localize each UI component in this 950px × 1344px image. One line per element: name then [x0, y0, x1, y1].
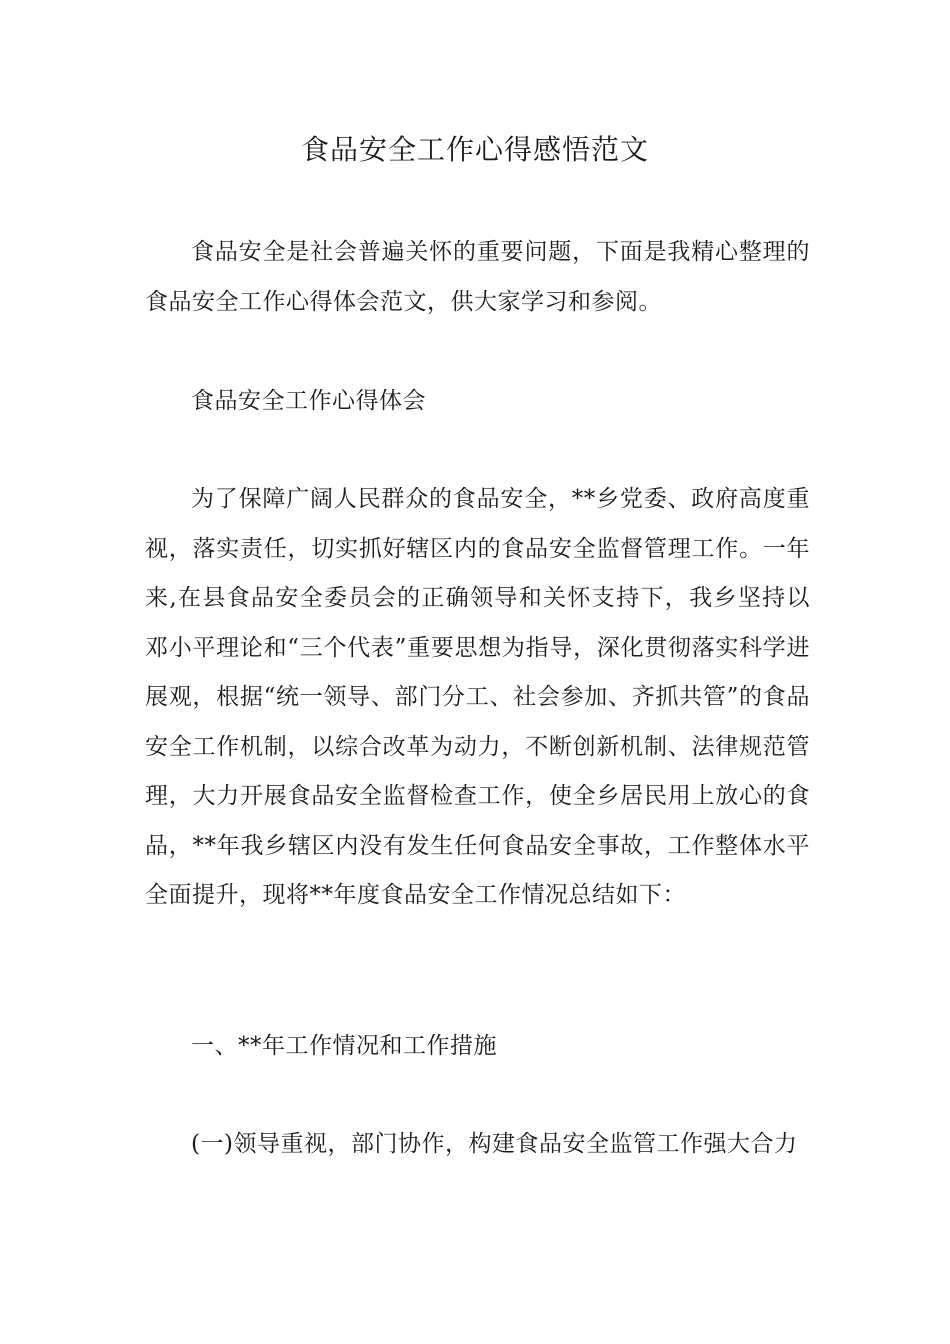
intro-paragraph: 食品安全是社会普遍关怀的重要问题，下面是我精心整理的食品安全工作心得体会范文，供大家学习和参阅。: [145, 239, 810, 315]
subheading-one: (一)领导重视，部门协作，构建食品安全监管工作强大合力: [191, 1131, 798, 1157]
section-heading: 食品安全工作心得体会: [191, 388, 426, 414]
body-paragraph: 为了保障广阔人民群众的食品安全，**乡党委、政府高度重视，落实责任，切实抓好辖区内的食品安全监督管理工作。一年来,在县食品安全委员会的正确领导和关怀支持下，我乡坚持以邓小平理论和“三个代表”重要思想为指导，深化贯彻落实科学进展观，根据“统一领导、部门分工、社会参加、齐抓共管”的食品安全工作机制，以综合改革为动力，不断创新机制、法律规范管理，大力开展食品安全监督检查工作，使全乡居民用上放心的食品，**年我乡辖区内没有发生任何食品安全事故，工作整体水平全面提升，现将**年度食品安全工作情况总结如下：: [145, 486, 810, 908]
heading-one: 一、**年工作情况和工作措施: [191, 1033, 497, 1059]
document-title: 食品安全工作心得感悟范文: [300, 133, 649, 166]
